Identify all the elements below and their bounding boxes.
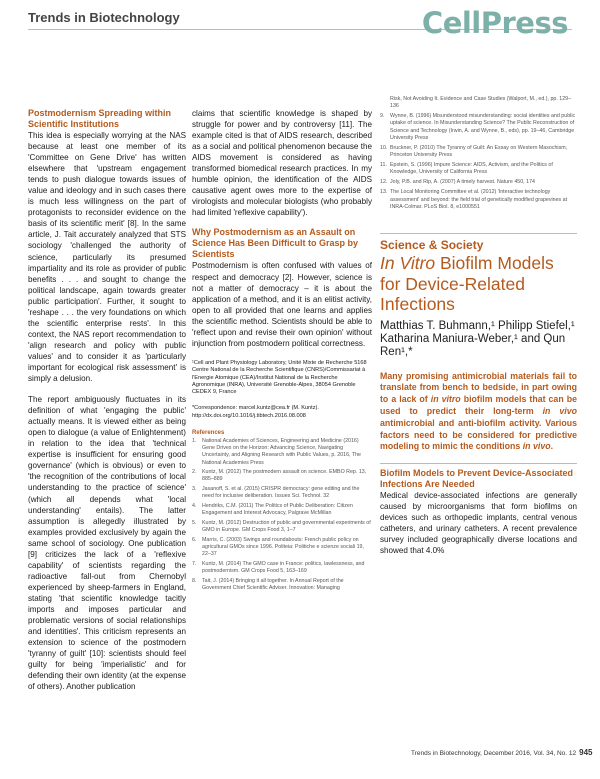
section-heading-assault: Why Postmodernism as an Assault on Science Has Been Difficult to Grasp by Scientists xyxy=(192,227,359,260)
paragraph: Postmodernism is often confused with values of respect and democracy [2]. However, science is not a matter of democracy – it is about the application of a method, and it is an elitist activity, open to all provided that one learns and applies the scientific method. Scientists should be able to 'reflect upon and revise their own opinion' without injunction from postmodern political correctness. xyxy=(192,261,372,348)
reference-number: 2. xyxy=(192,469,197,476)
page-footer xyxy=(411,748,592,757)
reference-number: 7. xyxy=(192,560,197,567)
reference-item xyxy=(192,438,372,467)
reference-number xyxy=(380,96,390,111)
reference-text: Kuntz, M. (2012) The postmodern assault on science. EMBO Rep. 13, 885–889 xyxy=(202,469,367,483)
reference-number: 4. xyxy=(192,502,197,509)
article-title xyxy=(380,253,577,315)
reference-text: Marris, C. (2003) Swings and roundabouts: French public policy on agricultural GMOs since 1996. Politeia: Politiche e scienze sociali 19, 22–37 xyxy=(202,536,364,558)
reference-number: 12. xyxy=(380,179,388,186)
reference-number: 11. xyxy=(380,162,387,169)
section-divider xyxy=(380,463,577,464)
reference-text: Jasanoff, S. et al. (2015) CRISPR democracy: gene editing and the need for inclusive deliberation. Issues Sci. Technol. 32 xyxy=(202,486,360,500)
paragraph: This idea is especially worrying at the NAS because at least one member of its 'Committee on Gene Drive' has written elsewhere that 'upstream engagement tends to push dialogue towards issues of value and ideology and in such cases there is much less willingness on the part of protagonists to reconsider evidence on the basis of its scientific merit' [8]. In the same article, J. Tait accurately analyzed that STS sociology 'challenged the authority of science, particularly its presumed impartiality and its role as provider of public benefits . . . and sought to change the political landscape, again towards greater public participation'. Further, it sought to 'reshape . . . the very foundations on which the scientific enterprise rests'. In this context, the NAS report recommendation to 'align research and policy with public values' and to consider it as 'particularly important for ecological risk assessment' is simply a delusion. xyxy=(28,131,186,384)
reference-text: Hendriks, C.M. (2011) The Politics of Public Deliberation: Citizen Engagement and Interest Advocacy, Palgrave McMillan xyxy=(202,502,353,517)
reference-item xyxy=(192,469,372,484)
reference-number: 13. xyxy=(380,189,388,196)
abstract-italic: in vivo xyxy=(542,406,577,417)
reference-item xyxy=(380,179,577,186)
reference-text: The Local Monitoring Committee et al. (2012) 'Interactive technology assessment' and beyond: the field trial of genetically modified grapevines at INRA-Colmar. PLoS Biol. 8, e1000551 xyxy=(390,189,568,210)
reference-item xyxy=(380,162,577,177)
reference-item xyxy=(192,537,372,559)
reference-text: Tait, J. (2014) Bringing it all together. In Annual Report of the Government Chief Scientific Adviser. Innovation: Managing xyxy=(202,577,344,592)
correspondence: *Correspondence: marcel.kuntz@cea.fr (M. Kuntz). xyxy=(192,404,319,411)
abstract-text: antimicrobial and anti-biofilm activity. Various factors need to be considered for predictive modeling to mimic the conditions xyxy=(380,417,577,452)
abstract-italic: in vitro xyxy=(430,394,461,405)
abstract xyxy=(380,371,577,454)
reference-text: Bruckner, P. (2010) The Tyranny of Guilt: An Essay on Western Masochism, Princeton University Press xyxy=(390,144,568,159)
column-middle xyxy=(192,108,372,595)
title-italic-part: In Vitro xyxy=(380,253,436,274)
reference-text: Wynne, B. (1996) Misunderstood misunderstanding: social identities and public uptake of science. In Misunderstanding Science? The Public Reconstruction of Science and Technology (Irwin, A. and Wynne, B., eds), pp. 19–46, Cambridge University Press xyxy=(390,113,576,142)
publisher-logo: CellPress xyxy=(421,6,568,40)
reference-item xyxy=(192,486,372,501)
reference-item xyxy=(380,145,577,160)
reference-number: 3. xyxy=(192,486,197,493)
reference-item xyxy=(192,503,372,518)
footer-citation: Trends in Biotechnology, December 2016, Vol. 34, No. 12 xyxy=(411,750,577,757)
abstract-text: Many promising antimicrobial materials fail to translate from bench to bedside, in part owing to a lack of xyxy=(380,370,577,405)
reference-item xyxy=(380,113,577,142)
column-right xyxy=(380,96,577,556)
paragraph: Medical device-associated infections are generally caused by microorganisms that form biofilms on devices such as orthopedic implants, central venous catheters, and urinary catheters. A recent prevalence survey included geographically diverse locations and showed that 4.0% xyxy=(380,491,577,556)
paragraph: The report ambiguously fluctuates in its definition of what 'engaging the public' actually means. It is viewed either as being open to dialogue (a value of Enlightenment) in relation to the idea that 'technical expertise is insufficient for ensuring good governance' (which is obvious) or even to 'the recognition of the contributions of local understanding to the practice of science' (which all depends what 'local understanding' entails). The latter assumption is allegedly illustrated by examples provided exclusively by again the same school of sociology. One publication [9] criticizes the lack of a 'reflexive capability' of scientists regarding the radioactive fall-out from Chernobyl experienced by sheep-farmers in England, stating 'that scientific knowledge tacitly imports and imposes particular and problematic versions of social relationships and identities'. This criticism represents an extension to science of the postmodern 'tyranny of guilt' [10]: scientists should feel guilty for being 'imperialistic' and for defending their own identity (at the expense of others). Another publication xyxy=(28,395,186,692)
reference-item xyxy=(192,578,372,593)
reference-number: 9. xyxy=(380,113,385,120)
reference-item xyxy=(380,189,577,211)
reference-text: Joly, P.B. and Rip, A. (2007) A timely harvest. Nature 450, 174 xyxy=(390,179,535,186)
reference-text: Risk, Not Avoiding It. Evidence and Case Studies (Walport, M., ed.), pp. 129–136 xyxy=(390,96,572,110)
reference-item xyxy=(380,96,577,111)
reference-item xyxy=(192,520,372,535)
section-label: Science & Society xyxy=(380,238,484,253)
reference-number: 8. xyxy=(192,577,197,584)
reference-number: 1. xyxy=(192,437,197,444)
abstract-text: biofilm models that can be used to predict their long-term xyxy=(380,394,577,417)
title-rest: Biofilm Models for Device-Related Infections xyxy=(380,253,554,315)
abstract-text: . xyxy=(550,441,554,452)
page-number: 945 xyxy=(579,748,593,757)
reference-list xyxy=(380,96,577,211)
reference-list xyxy=(192,438,372,593)
reference-text: Kuntz, M. (2014) The GMO case in France: politics, lawlessness, and postmodernism. GM Crops Food 5, 163–169 xyxy=(202,560,365,575)
reference-text: Epstein, S. (1996) Impure Science: AIDS, Activism, and the Politics of Knowledge, University of California Press xyxy=(390,162,553,176)
author-list: Matthias T. Buhmann,¹ Philipp Stiefel,¹ Katharina Maniura-Weber,¹ and Qun Ren¹,* xyxy=(380,319,575,358)
reference-number: 10. xyxy=(380,144,388,151)
doi-link[interactable]: http://dx.doi.org/10.1016/j.tibtech.2016.08.008 xyxy=(192,413,306,420)
section-heading-postmodernism: Postmodernism Spreading within Scientific Institutions xyxy=(28,108,172,129)
reference-item xyxy=(192,561,372,576)
author-affiliation: ¹Cell and Plant Physiology Laboratory, Unité Mixte de Recherche 5168 Centre National de la Recherche Scientifique (CNRS)/Commissariat à l'Energie Atomique (CEA)/Institut National de la Recherche Agronomique (INRA), Université Grenoble-Alpes, 38054 Grenoble CEDEX 9, France xyxy=(192,359,367,396)
reference-text: Kuntz, M. (2012) Destruction of public and governmental experiments of GMO in Europe. GM Crops Food 3, 1–7 xyxy=(202,519,371,534)
reference-number: 5. xyxy=(192,519,197,526)
article-divider xyxy=(380,233,577,234)
section-heading-biofilm: Biofilm Models to Prevent Device-Associated Infections Are Needed xyxy=(380,468,574,490)
column-left xyxy=(28,108,186,692)
paragraph: claims that scientific knowledge is shaped by struggle for power and by controversy [11]. The example cited is that of AIDS research, described as a social and political phenomenon because the AIDS movement is considered as having transformed biomedical research practices. In my humble opinion, the identification of the AIDS causative agent owes more to the expertise of virologists and molecular biologists (who probably had limited 'reflexive capability'). xyxy=(192,109,372,218)
reference-number: 6. xyxy=(192,536,197,543)
journal-name: Trends in Biotechnology xyxy=(28,10,180,25)
references-heading: References xyxy=(192,429,225,436)
abstract-italic: in vivo xyxy=(522,441,551,452)
reference-text: National Academies of Sciences, Engineering and Medicine (2016) Gene Drives on the Horizon: Advancing Science, Navigating Uncertainty, and Aligning Research with Public Values, p. 2016, The National Academies Press xyxy=(202,437,361,466)
